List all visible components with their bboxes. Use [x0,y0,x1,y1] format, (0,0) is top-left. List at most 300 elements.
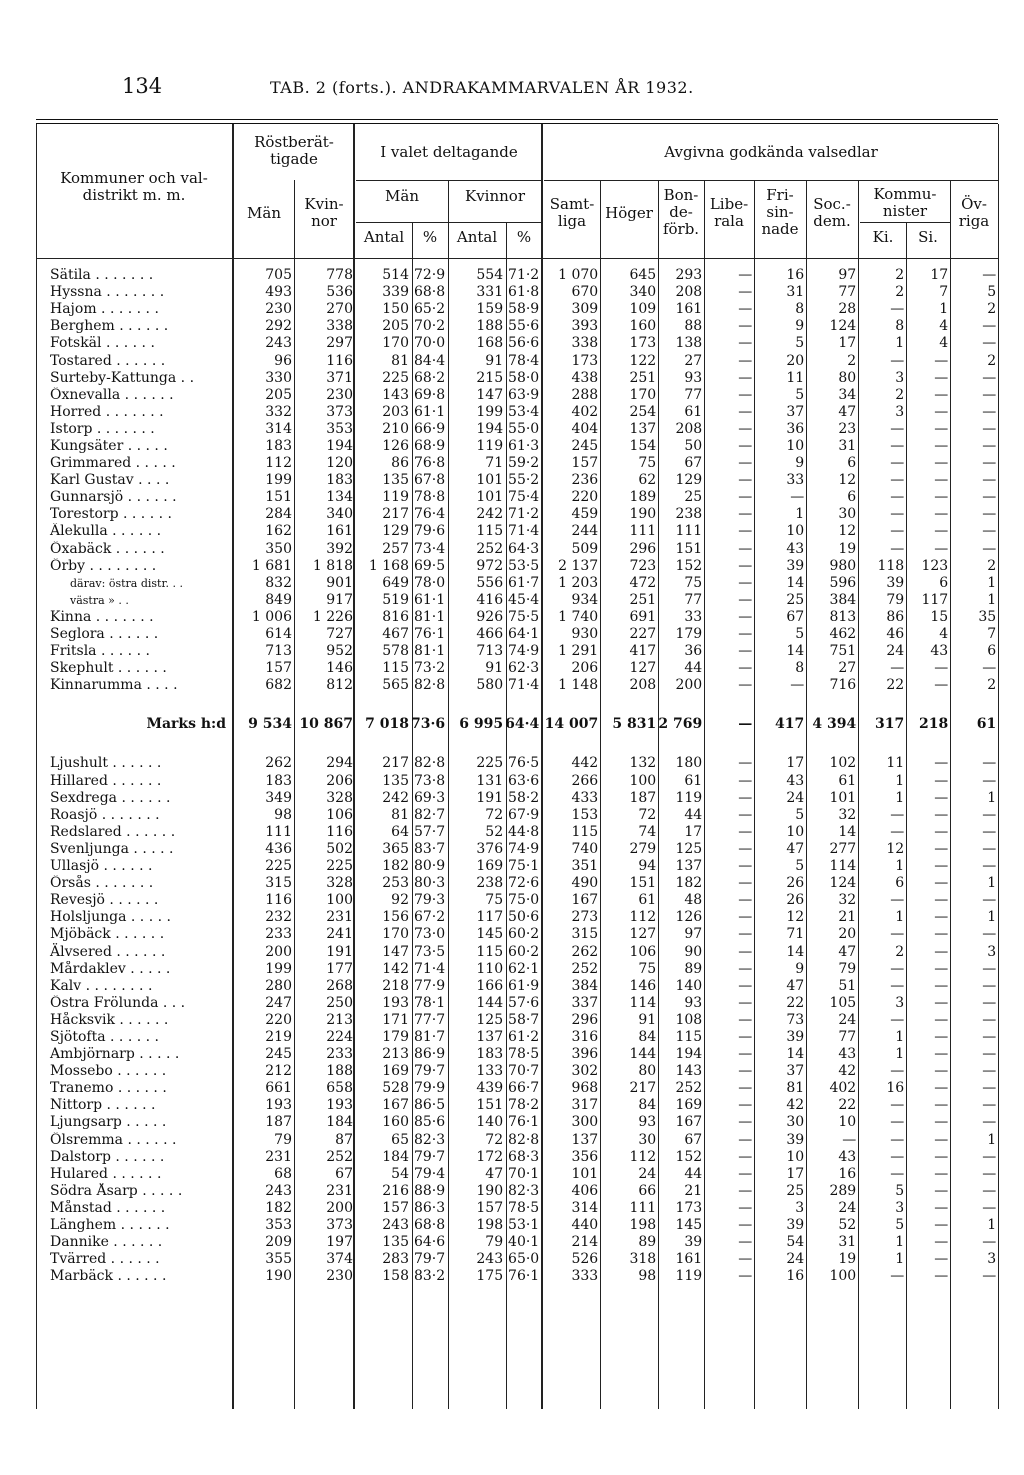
table-cell: 82·8 [413,677,446,694]
table-cell: 384 [571,977,599,994]
table-cell: — [890,660,905,677]
table-cell: 81·1 [413,608,446,625]
table-cell: — [738,858,753,875]
table-cell: 75 [638,960,657,977]
table-cell: — [934,858,949,875]
table-cell: 64·6 [413,1234,446,1251]
table-cell: 105 [829,994,857,1011]
table-cell: 68·3 [508,1148,540,1165]
table-cell: 52 [838,1217,857,1234]
table-cell: 252 [571,960,599,977]
table-cell: 25 [786,591,805,608]
table-cell: 253 [382,875,409,892]
table-cell: — [982,1046,997,1063]
table-cell: — [738,875,753,892]
table-cell: 126 [675,909,703,926]
table-cell: — [934,1028,949,1045]
table-cell: 24 [886,643,905,660]
table-cell: 58·0 [508,369,540,386]
table-cell: 57·7 [413,823,446,840]
table-cell: 182 [675,875,703,892]
table-row [36,1097,998,1114]
table-cell: — [934,1080,949,1097]
table-cell: 28 [838,301,857,318]
table-cell: — [738,677,753,694]
table-cell: 157 [265,660,292,677]
table-cell: 65·0 [508,1251,540,1268]
table-cell: — [982,926,997,943]
row-label: Redslared . . . . . . [50,823,176,840]
table-cell: 65 [391,1131,409,1148]
table-cell: 1 [987,909,997,926]
table-cell: 26 [786,875,805,892]
table-cell: — [982,1268,997,1285]
table-cell: 2 [895,267,905,284]
table-cell: 39 [684,1234,703,1251]
table-cell: 526 [571,1251,599,1268]
table-cell: 72 [638,806,657,823]
table-row [36,387,998,404]
table-cell: — [890,301,905,318]
table-cell: 66·7 [508,1080,540,1097]
table-cell: 1 [987,875,997,892]
table-cell: 27 [684,352,703,369]
table-cell: — [934,1217,949,1234]
table-cell: 12 [838,472,857,489]
table-cell: 208 [675,420,703,437]
table-cell: 217 [629,1080,657,1097]
table-cell: 266 [571,772,599,789]
table-cell: 37 [786,403,805,420]
table-cell: 173 [675,1199,703,1216]
table-cell: 90 [684,943,703,960]
table-cell: 55·0 [508,420,540,437]
table-cell: — [934,352,949,369]
table-cell: — [982,506,997,523]
table-cell: 252 [326,1148,353,1165]
table-cell: 73·4 [413,540,446,557]
table-cell: — [934,1063,949,1080]
table-cell: 436 [265,840,292,857]
table-cell: 183 [265,772,292,789]
table-cell: — [982,823,997,840]
table-cell: 493 [265,284,292,301]
table-cell: 68·2 [413,369,446,386]
table-cell: 79 [274,1131,292,1148]
table-cell: 21 [684,1182,703,1199]
table-cell: 225 [326,858,353,875]
col-header-avgivna: Avgivna godkända valsedlar [664,143,878,161]
table-cell: 218 [918,716,949,733]
table-cell: 140 [476,1114,504,1131]
table-cell: — [738,386,753,403]
table-cell: 193 [265,1097,292,1114]
col-header-samtliga: Samt- liga [549,195,595,230]
table-cell: 71·4 [413,960,446,977]
table-cell: 61·7 [508,574,540,591]
table-cell: 145 [675,1217,703,1234]
table-cell: 32 [838,892,857,909]
table-cell: 101 [476,472,504,489]
table-cell: 247 [265,994,292,1011]
table-cell: 79·7 [413,1251,446,1268]
table-row [36,1234,998,1251]
table-cell: 124 [829,318,857,335]
table-cell: — [934,540,949,557]
table-cell: — [738,994,753,1011]
table-row [36,978,998,995]
table-cell: 153 [571,806,599,823]
table-cell: 43 [786,772,805,789]
table-row [36,677,998,694]
table-row [36,1046,998,1063]
table-cell: 968 [571,1080,599,1097]
table-cell: 351 [571,858,599,875]
table-cell: 404 [571,420,599,437]
table-cell: 24 [786,1251,805,1268]
table-cell: 70·0 [413,335,446,352]
table-cell: 926 [476,608,504,625]
table-cell: 146 [326,660,353,677]
table-cell: 172 [476,1148,504,1165]
table-cell: 23 [838,420,857,437]
table-cell: 42 [838,1063,857,1080]
table-cell: 11 [786,369,805,386]
table-cell: 723 [629,557,657,574]
table-cell: 262 [571,943,599,960]
table-row [36,824,998,841]
table-cell: 233 [265,926,292,943]
table-cell: 373 [326,1217,353,1234]
table-cell: 4 [939,335,949,352]
table-cell: 16 [838,1165,857,1182]
table-cell: 80 [838,369,857,386]
table-cell: — [738,608,753,625]
table-cell: 119 [476,437,504,454]
table-cell: 86·5 [413,1097,446,1114]
table-cell: 339 [382,284,409,301]
table-cell: 208 [629,677,657,694]
table-cell: 61 [838,772,857,789]
table-cell: 338 [326,318,353,335]
table-cell: — [934,960,949,977]
table-cell: 33 [786,472,805,489]
row-label: Istorp . . . . . . . [50,420,155,437]
table-cell: — [738,1199,753,1216]
table-cell: 114 [629,994,657,1011]
table-cell: 89 [684,960,703,977]
table-cell: 31 [838,437,857,454]
table-cell: 77·9 [413,977,446,994]
table-cell: 83·2 [413,1268,446,1285]
table-cell: 315 [265,875,292,892]
table-cell: 9 [795,318,805,335]
header-rule-valet [356,180,542,181]
table-cell: — [738,1148,753,1165]
table-cell: 8 [895,318,905,335]
table-cell: 79·9 [413,1080,446,1097]
table-cell: 102 [829,755,857,772]
table-cell: 209 [265,1234,292,1251]
table-cell: 277 [829,840,857,857]
table-cell: 161 [675,1251,703,1268]
table-cell: — [738,789,753,806]
table-cell: 152 [675,1148,703,1165]
row-label: Mjöbäck . . . . . . [50,926,165,943]
table-cell: 183 [265,437,292,454]
table-cell: 131 [476,772,504,789]
table-cell: — [738,420,753,437]
table-cell: 691 [629,608,657,625]
table-row [36,643,998,660]
row-label: Månstad . . . . . . [50,1199,166,1216]
col-header-rostberattigade: Röstberät- tigade [254,133,334,168]
table-cell: 116 [326,352,353,369]
table-cell: 1 [987,591,997,608]
table-cell: 158 [382,1268,409,1285]
table-cell: — [890,489,905,506]
table-cell: 162 [265,523,292,540]
table-cell: 19 [838,1251,857,1268]
table-cell: 77 [684,386,703,403]
table-cell: 53·1 [508,1217,540,1234]
table-cell: 47 [485,1165,504,1182]
table-cell: 133 [476,1063,504,1080]
table-cell: — [934,455,949,472]
col-header-kvinnor: Kvin- nor [304,195,344,230]
table-cell: 243 [265,335,292,352]
table-cell: 24 [638,1165,657,1182]
table-cell: 125 [675,840,703,857]
table-cell: 143 [675,1063,703,1080]
table-cell: 225 [265,858,292,875]
table-cell: 65·2 [413,301,446,318]
table-row [36,438,998,455]
table-cell: 208 [675,284,703,301]
table-cell: 64·3 [508,540,540,557]
table-cell: 75·4 [508,489,540,506]
table-cell: 22 [838,1097,857,1114]
table-cell: 17 [930,267,949,284]
table-cell: 716 [829,677,857,694]
table-cell: 353 [326,420,353,437]
col-header-i-valet: I valet deltagande [380,143,518,161]
table-cell: — [738,1046,753,1063]
table-cell: 194 [476,420,504,437]
table-cell: 3 [895,369,905,386]
table-cell: 78·4 [508,352,540,369]
table-cell: 9 534 [248,716,292,733]
table-cell: — [890,1011,905,1028]
table-cell: 89 [638,1234,657,1251]
table-cell: — [738,1063,753,1080]
table-cell: 9 [795,455,805,472]
table-cell: — [982,267,997,284]
col-header-kommuner: Kommuner och val- distrikt m. m. [60,169,208,204]
header-rule-kommunister [860,222,950,223]
table-cell: 194 [675,1046,703,1063]
table-cell: 78·1 [413,994,446,1011]
table-cell: 713 [476,643,504,660]
table-cell: 328 [326,789,353,806]
table-cell: 190 [265,1268,292,1285]
table-cell: 203 [382,403,409,420]
table-cell: 1 [895,789,905,806]
table-cell: 32 [838,806,857,823]
table-cell: — [934,1131,949,1148]
header-rule-valet-sub [356,222,542,223]
table-cell: 254 [629,403,657,420]
table-cell: 80 [638,1063,657,1080]
table-cell: — [934,437,949,454]
table-cell: 78·5 [508,1046,540,1063]
table-cell: 849 [265,591,292,608]
top-rule-2 [36,123,998,124]
table-cell: 64 [391,823,409,840]
table-cell: 230 [326,1268,353,1285]
table-cell: — [890,1063,905,1080]
table-cell: 64·4 [505,716,540,733]
row-label: Kalv . . . . . . . . [50,977,153,994]
table-cell: 77 [684,591,703,608]
table-cell: 30 [638,1131,657,1148]
table-cell: 151 [476,1097,504,1114]
table-cell: 47 [838,943,857,960]
table-cell: 1 [895,1028,905,1045]
row-label: Ljungsarp . . . . . [50,1114,167,1131]
table-cell: 215 [476,369,504,386]
table-cell: 350 [265,540,292,557]
table-cell: 159 [476,301,504,318]
table-cell: 252 [476,540,504,557]
table-row [36,506,998,523]
table-cell: 122 [629,352,657,369]
table-row [36,626,998,643]
table-cell: 273 [571,909,599,926]
table-cell: 137 [675,858,703,875]
table-cell: 146 [629,977,657,994]
table-cell: 169 [675,1097,703,1114]
table-cell: 126 [382,437,409,454]
col-header-ovriga: Öv- riga [958,195,990,230]
table-cell: 213 [326,1011,353,1028]
table-cell: 53·5 [508,557,540,574]
table-cell: 614 [265,626,292,643]
table-cell: 67 [684,1131,703,1148]
table-cell: 167 [571,892,599,909]
table-cell: — [738,892,753,909]
table-cell: 119 [382,489,409,506]
table-cell: 21 [838,909,857,926]
header-rule-avgivna [544,180,998,181]
table-cell: 917 [326,591,353,608]
row-label: Tranemo . . . . . . [50,1080,167,1097]
table-cell: 230 [326,386,353,403]
row-label: Länghem . . . . . . [50,1217,170,1234]
table-cell: — [890,420,905,437]
table-cell: 68·8 [413,1217,446,1234]
table-cell: 30 [838,506,857,523]
row-label: Kinna . . . . . . . [50,608,154,625]
table-cell: — [934,369,949,386]
table-cell: 127 [629,660,657,677]
table-row [36,875,998,892]
table-cell: 76·5 [508,755,540,772]
table-cell: 661 [265,1080,292,1097]
table-cell: 462 [829,626,857,643]
table-cell: — [982,335,997,352]
table-cell: 340 [326,506,353,523]
table-cell: 1 [895,1251,905,1268]
table-cell: 227 [629,626,657,643]
table-cell: 135 [382,1234,409,1251]
col-header-hoger: Höger [605,204,653,222]
table-cell: 68·8 [413,284,446,301]
table-cell: 980 [829,557,857,574]
table-row [36,892,998,909]
table-row [36,541,998,558]
table-cell: 197 [326,1234,353,1251]
table-cell: 812 [326,677,353,694]
table-cell: 67·8 [413,472,446,489]
table-cell: 51 [838,977,857,994]
table-cell: 10 [786,1148,805,1165]
col-header-ki: Ki. [872,228,894,246]
table-cell: 393 [571,318,599,335]
spacer-cell [36,694,998,716]
table-cell: — [982,772,997,789]
table-cell: 244 [571,523,599,540]
table-row [36,790,998,807]
table-cell: 200 [675,677,703,694]
table-cell: — [982,437,997,454]
table-cell: — [738,909,753,926]
table-cell: 293 [675,267,703,284]
table-cell: 157 [571,455,599,472]
table-cell: — [738,284,753,301]
table-row [36,1029,998,1046]
table-cell: 2 [895,284,905,301]
table-cell: 92 [391,892,409,909]
col-header-valet-kvinnor: Kvinnor [465,187,525,205]
table-cell: 76·1 [413,626,446,643]
table-cell: 233 [326,1046,353,1063]
table-cell: 5 [795,626,805,643]
table-cell: 217 [382,506,409,523]
table-cell: 100 [829,1268,857,1285]
table-row [36,1114,998,1131]
table-cell: 74·9 [508,643,540,660]
col-header-antal: Antal [363,228,405,246]
table-cell: 6 995 [459,716,504,733]
table-cell: — [738,643,753,660]
table-cell: — [790,677,805,694]
table-cell: — [934,660,949,677]
table-cell: 467 [382,626,409,643]
row-label: Örby . . . . . . . . [50,557,157,574]
table-cell: 67·2 [413,909,446,926]
row-label: Hulared . . . . . . [50,1165,162,1182]
table-cell: 3 [987,943,997,960]
table-cell: 2 [895,943,905,960]
table-cell: 225 [382,369,409,386]
table-row [36,284,998,301]
table-cell: 97 [838,267,857,284]
table-cell: — [738,318,753,335]
table-cell: 6 [895,875,905,892]
table-cell: 152 [675,557,703,574]
table-cell: — [982,1234,997,1251]
